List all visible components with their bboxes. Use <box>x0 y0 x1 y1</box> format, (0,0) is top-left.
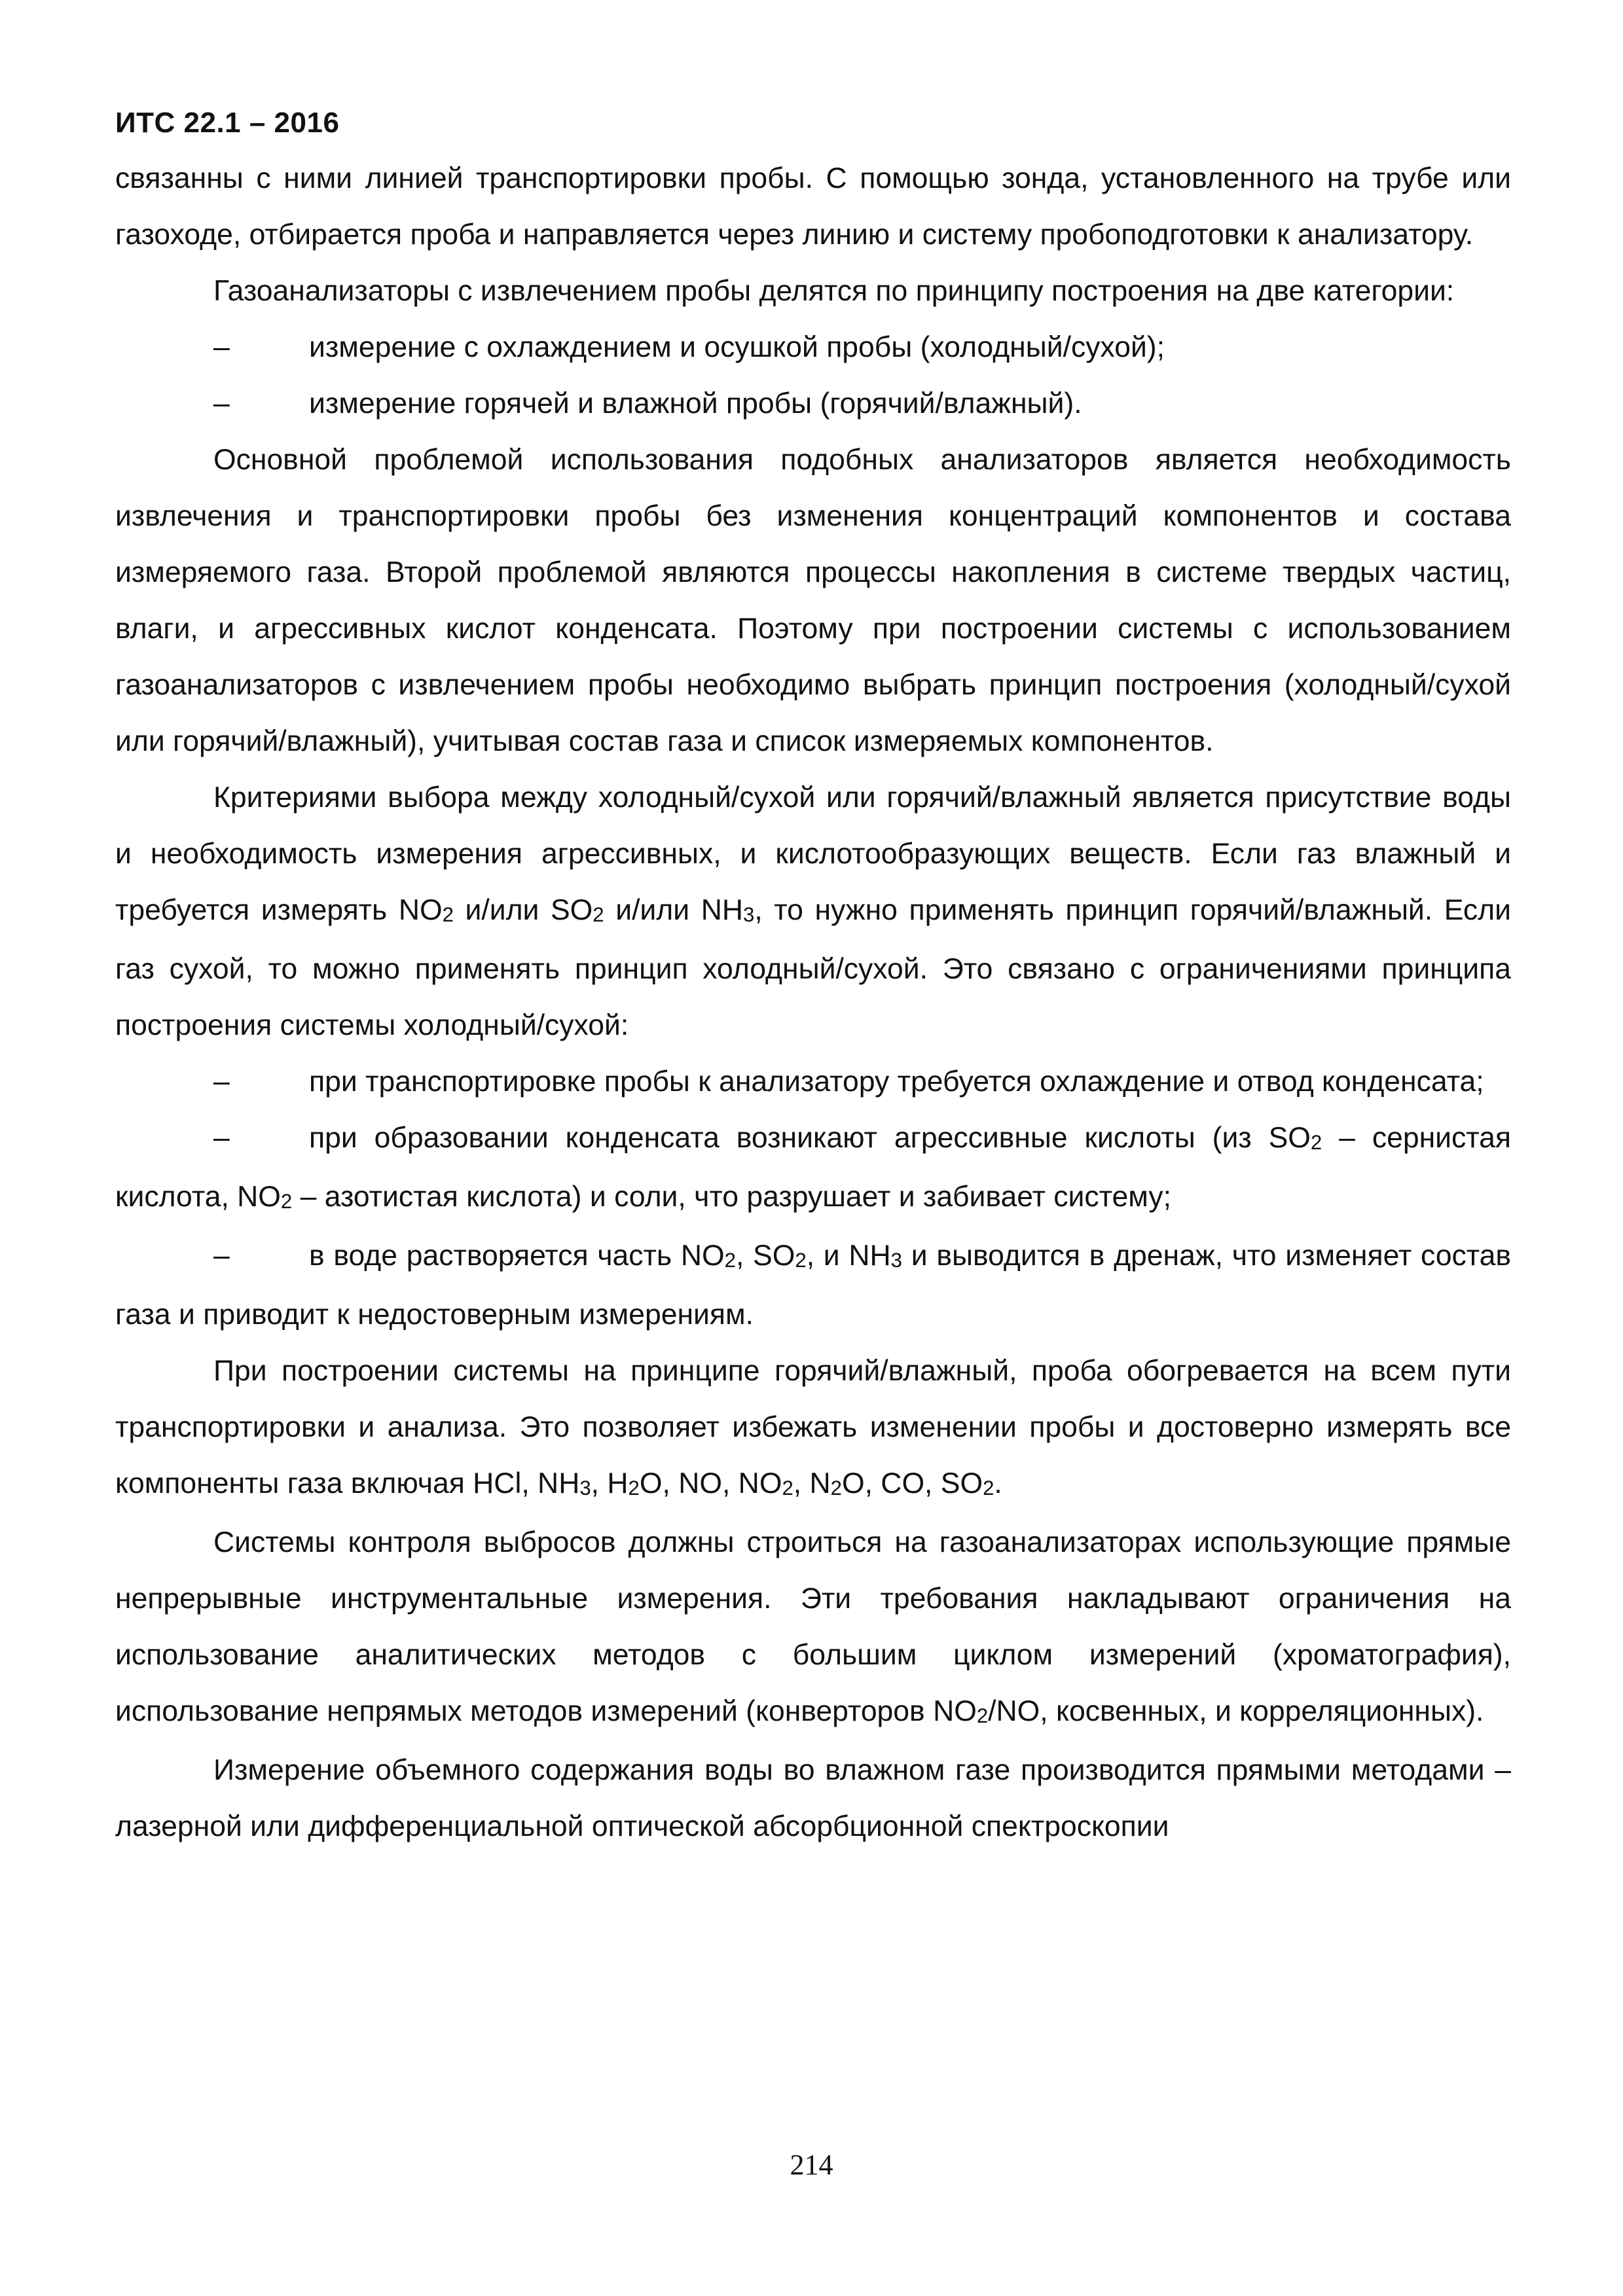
list-item-hot-wet <box>115 376 1511 432</box>
list-dash-marker: – <box>213 331 230 363</box>
list-dash-marker: – <box>213 1240 230 1272</box>
document-body <box>115 151 1511 1855</box>
document-code-header: ИТС 22.1 – 2016 <box>115 107 340 139</box>
list-item-water-dissolution: – в воде растворяется часть $NO_2$, $SO_2$, и $NH_3$ и выводится в дренаж, что изменяет состав газа и приводит к недостоверным измерениям. <box>115 1228 1511 1343</box>
paragraph-selection-criteria: Критериями выбора между холодный/сухой или горячий/влажный является присутствие воды и необходимость измерения агрессивных, и кислотообразующих веществ. Если газ влажный и требуется измерять $NO_2$ и/или $SO_2$ и/или $NH_3$, то нужно применять принцип горячий/влажный. Если газ сухой, то можно применять принцип холодный/сухой. Это связано с ограничениями принципа построения системы холодный/сухой: <box>115 781 1511 1041</box>
paragraph-continuation: связанны с ними линией транспортировки пробы. С помощью зонда, установленного на трубе или газоходе, отбирается проба и направляется через линию и систему пробоподготовки к анализатору. <box>115 162 1511 251</box>
list-item-condensate-cooling: – при транспортировке пробы к анализатору требуется охлаждение и отвод конденсата; <box>115 1054 1511 1110</box>
list-dash-marker: – <box>213 387 230 420</box>
list-dash-marker: – <box>213 1122 230 1154</box>
page-number: 214 <box>790 2149 833 2181</box>
list-item-text: измерение горячей и влажной пробы (горячий/влажный). <box>309 387 1082 420</box>
paragraph-main-problem: Основной проблемой использования подобных анализаторов является необходимость извлечения и транспортировки пробы без изменения концентраций компонентов и состава измеряемого газа. Второй проблемой являются процессы накопления в системе твердых частиц, влаги, и агрессивных кислот конденсата. Поэтому при построении системы с использованием газоанализаторов с извлечением пробы необходимо выбрать принцип построения (холодный/сухой или горячий/влажный), учитывая состав газа и список измеряемых компонентов. <box>115 444 1511 757</box>
list-item-aggressive-acids: – при образовании конденсата возникают агрессивные кислоты (из $SO_2$ – сернистая кислота, $NO_2$ – азотистая кислота) и соли, что разрушает и забивает систему; <box>115 1110 1511 1228</box>
paragraph-hot-wet-principle: При построении системы на принципе горячий/влажный, проба обогревается на всем пути транспортировки и анализа. Это позволяет избежать изменении пробы и достоверно измерять все компоненты газа включая HCl, $NH_3$, $H_2O$, NO, $NO_2$, $N_2O$, CO, $SO_2$. <box>115 1355 1511 1500</box>
list-item-text: измерение с охлаждением и осушкой пробы (холодный/сухой); <box>309 331 1165 363</box>
paragraph-water-measurement: Измерение объемного содержания воды во влажном газе производится прямыми методами – лазерной или дифференциальной оптической абсорбционной спектроскопии <box>115 1754 1511 1842</box>
list-item-cold-dry <box>115 319 1511 376</box>
list-dash-marker: – <box>213 1066 230 1098</box>
paragraph-categories-intro: Газоанализаторы с извлечением пробы делятся по принципу построения на две категории: <box>213 275 1455 307</box>
paragraph-emission-control: Системы контроля выбросов должны строиться на газоанализаторах использующие прямые непрерывные инструментальные измерения. Эти требования накладывают ограничения на использование аналитических методов с большим циклом измерений (хроматография), использование непрямых методов измерений (конверторов $NO_2/NO$, косвенных, и корреляционных). <box>115 1526 1511 1728</box>
